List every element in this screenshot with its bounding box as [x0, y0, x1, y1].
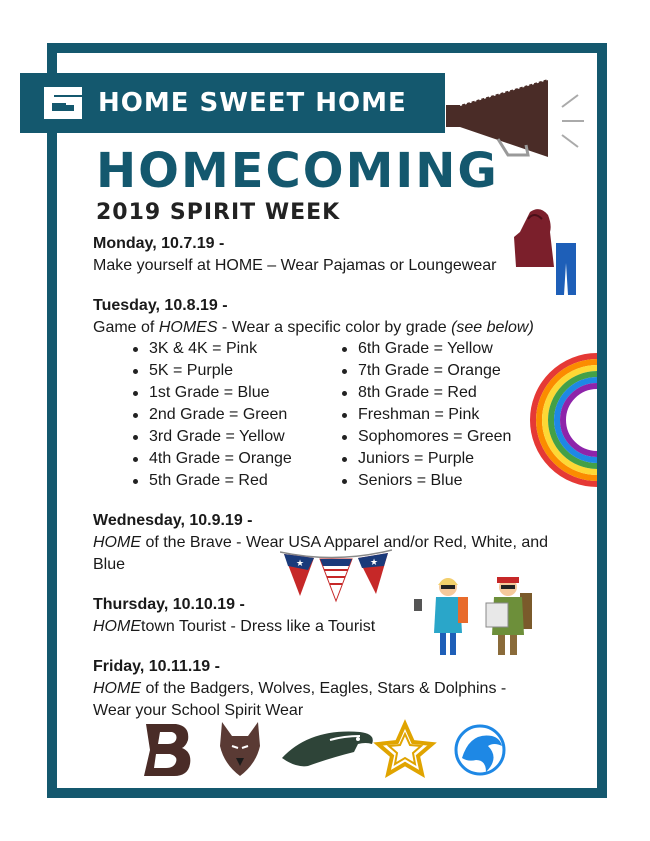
eagle-icon: [282, 732, 373, 767]
monday-section: [93, 233, 496, 277]
list-item: [133, 360, 292, 382]
grade-color: 3K & 4K = Pink: [149, 340, 258, 357]
list-item: [342, 404, 511, 426]
friday-desc-part: of the Badgers, Wolves, Eagles, Stars & Dolphins -: [141, 680, 507, 697]
monday-description: Make yourself at HOME – Wear Pajamas or Loungewear: [93, 257, 497, 274]
tuesday-desc-note: (see below): [451, 319, 534, 336]
tuesday-heading: Tuesday, 10.8.19 -: [93, 297, 228, 314]
thursday-desc-emphasis: HOME: [93, 618, 141, 635]
thursday-description: [93, 616, 375, 638]
friday-section: [93, 656, 563, 722]
list-item: [342, 360, 511, 382]
grade-color: 2nd Grade = Green: [149, 406, 288, 423]
page-subtitle: 2019 SPIRIT WEEK: [96, 200, 341, 225]
grade-color: Juniors = Purple: [358, 450, 475, 467]
grade-color: 7th Grade = Orange: [358, 362, 501, 379]
list-item: [342, 382, 511, 404]
grade-color: 6th Grade = Yellow: [358, 340, 493, 357]
tuesday-desc-part: Game of: [93, 319, 159, 336]
list-item: [133, 448, 292, 470]
grade-color: 5th Grade = Red: [149, 472, 268, 489]
wednesday-desc-emphasis: HOME: [93, 534, 141, 551]
grade-color: Freshman = Pink: [358, 406, 480, 423]
thursday-desc-part: town Tourist - Dress like a Tourist: [141, 618, 376, 635]
wednesday-description-line2: Blue: [93, 556, 126, 573]
list-item: [342, 448, 511, 470]
grade-color: Sophomores = Green: [358, 428, 512, 445]
list-item: [342, 426, 511, 448]
tourist-icon: [408, 573, 538, 658]
wednesday-desc-part: of the Brave - Wear USA Apparel and/or Red, White, and: [141, 534, 549, 551]
pajama-pants-icon: [556, 243, 576, 295]
hoodie-icon: [510, 207, 580, 297]
tuesday-section: [93, 295, 534, 339]
list-item: [133, 470, 292, 492]
thursday-heading: Thursday, 10.10.19 -: [93, 596, 245, 613]
grade-colors-left: [133, 338, 292, 492]
svg-text:★: ★: [296, 559, 305, 569]
friday-description: [93, 678, 563, 700]
friday-desc-emphasis: HOME: [93, 680, 141, 697]
grade-color: 5K = Purple: [149, 362, 234, 379]
rainbow-icon: [527, 350, 597, 490]
logo-icon: [42, 83, 84, 123]
thursday-section: [93, 594, 375, 638]
grade-color: 4th Grade = Orange: [149, 450, 292, 467]
list-item: [133, 382, 292, 404]
list-item: [342, 470, 511, 492]
list-item: [133, 338, 292, 360]
friday-heading: Friday, 10.11.19 -: [93, 658, 220, 675]
tuesday-desc-part: - Wear a specific color by grade: [217, 319, 452, 336]
tuesday-desc-emphasis: HOMES: [158, 319, 218, 336]
list-item: [342, 338, 511, 360]
grade-color: 1st Grade = Blue: [149, 384, 270, 401]
list-item: [133, 404, 292, 426]
friday-description-line2: Wear your School Spirit Wear: [93, 702, 304, 719]
wolf-icon: [220, 722, 260, 776]
wednesday-heading: Wednesday, 10.9.19 -: [93, 512, 253, 529]
grade-color: Seniors = Blue: [358, 472, 463, 489]
star-icon: [378, 724, 432, 774]
header-banner: [20, 73, 445, 133]
dolphin-icon: [456, 726, 504, 774]
page-title: HOMECOMING: [96, 143, 499, 199]
badger-b-icon: [144, 724, 190, 776]
grade-color: 3rd Grade = Yellow: [149, 428, 285, 445]
list-item: [133, 426, 292, 448]
grade-colors-right: [342, 338, 511, 492]
monday-heading: Monday, 10.7.19 -: [93, 235, 225, 252]
svg-text:★: ★: [370, 558, 379, 568]
mascot-logos: [140, 718, 510, 780]
tuesday-description: [93, 317, 534, 339]
banner-title: HOME SWEET HOME: [98, 88, 407, 118]
grade-color: 8th Grade = Red: [358, 384, 477, 401]
